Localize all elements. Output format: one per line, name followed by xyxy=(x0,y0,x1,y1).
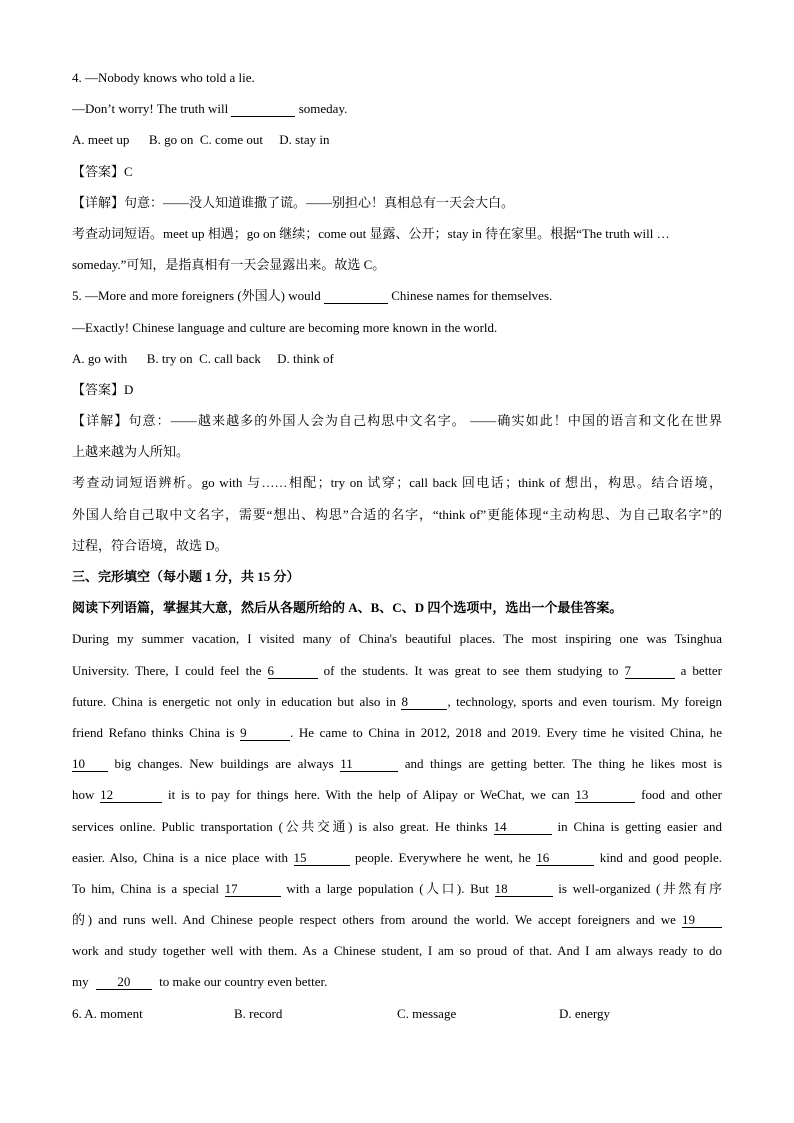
blank-6: 6 xyxy=(268,664,318,679)
blank-10: 10 xyxy=(72,757,108,772)
blank-13: 13 xyxy=(575,788,635,803)
q6-options xyxy=(72,998,722,1029)
blank-15: 15 xyxy=(294,851,350,866)
q4-question: 4. —Nobody knows who told a lie. xyxy=(72,70,255,85)
passage-line-7: services online. Public transportation (公共交通) is also great. He thinks 14 in China is getting easier and xyxy=(72,818,722,834)
q4-answer-blank xyxy=(231,102,295,117)
passage-line-1: During my summer vacation, I visited many of China's beautiful places. The most inspiring one was Tsinghua xyxy=(72,631,722,647)
document-page xyxy=(72,62,722,1029)
passage-line-6: how 12 it is to pay for things here. With the help of Alipay or WeChat, we can 13 food and other xyxy=(72,787,722,803)
passage-line-2: University. There, I could feel the 6 of the students. It was great to see them studying to 7 a better xyxy=(72,662,722,678)
blank-14: 14 xyxy=(494,820,552,835)
passage-line-4: friend Refano thinks China is 9 . He came to China in 2012, 2018 and 2019. Every time he visited China, he xyxy=(72,724,722,740)
q5-detail-line2: 上越来越为人所知。 xyxy=(72,444,190,460)
q4-analysis-line1: 考查动词短语。meet up 相遇；go on 继续；come out 显露、公开；stay in 待在家里。根据“The truth will … xyxy=(72,225,670,241)
q5-analysis-line1: 考查动词短语辨析。go with 与……相配；try on 试穿；call back 回电话；think of 想出，构思。结合语境， xyxy=(72,475,722,491)
passage-line-5: 10 big changes. New buildings are always 11 and things are getting better. The thing he likes most is xyxy=(72,756,722,772)
blank-11: 11 xyxy=(340,757,398,772)
q4-detail: 【详解】句意：——没人知道谁撒了谎。——别担心！真相总有一天会大白。 xyxy=(72,194,515,210)
blank-12: 12 xyxy=(100,788,162,803)
q4-options: A. meet up B. go on C. come out D. stay in xyxy=(72,132,330,148)
passage-line-12: my 20 to make our country even better. xyxy=(72,974,328,990)
passage-line-9: To him, China is a special 17 with a large population (人口). But 18 is well-organized (井然有序 xyxy=(72,880,722,896)
passage-line-10: 的) and runs well. And Chinese people respect others from around the world. We accept foreigners and we 19 xyxy=(72,904,722,935)
blank-9: 9 xyxy=(240,726,290,741)
passage-line-3: future. China is energetic not only in education but also in 8 , technology, sports and even tourism. My foreign xyxy=(72,693,722,709)
q5-answer: 【答案】D xyxy=(72,381,134,397)
q5-analysis-line2: 外国人给自己取中文名字，需要“想出、构思”合适的名字，“think of”更能体现“主动构思、为自己取名字”的 xyxy=(72,506,722,522)
q6-option-b: B. record xyxy=(234,1005,283,1021)
q5-question: 5. —More and more foreigners (外国人) would Chinese names for themselves. xyxy=(72,288,553,304)
q4-answer: 【答案】C xyxy=(72,163,133,179)
q4-reply: —Don’t worry! The truth will someday. xyxy=(72,101,348,117)
blank-19: 19 xyxy=(682,913,722,928)
blank-18: 18 xyxy=(495,882,553,897)
blank-17: 17 xyxy=(225,882,281,897)
blank-8: 8 xyxy=(401,695,447,710)
q5-analysis-line3: 过程，符合语境，故选 D。 xyxy=(72,537,228,553)
q5-answer-blank xyxy=(324,289,388,304)
blank-16: 16 xyxy=(536,851,594,866)
blank-7: 7 xyxy=(625,664,675,679)
blank-20: 20 xyxy=(96,975,152,990)
passage-line-8: easier. Also, China is a nice place with 15 people. Everywhere he went, he 16 kind and good people. xyxy=(72,849,722,865)
q5-reply: —Exactly! Chinese language and culture are becoming more known in the world. xyxy=(72,319,498,335)
passage-line-11: work and study together well with them. As a Chinese student, I am so proud of that. And I am always ready to do xyxy=(72,943,722,959)
q6-option-d: D. energy xyxy=(559,1005,611,1021)
q6-option-c: C. message xyxy=(397,1005,457,1021)
q5-options: A. go with B. try on C. call back D. think of xyxy=(72,350,334,366)
section-title: 三、完形填空（每小题 1 分，共 15 分） xyxy=(72,569,300,584)
section-instruction: 阅读下列语篇，掌握其大意，然后从各题所给的 A、B、C、D 四个选项中，选出一个最佳答案。 xyxy=(72,600,623,616)
q4-analysis-line2: someday.”可知，是指真相有一天会显露出来。故选 C。 xyxy=(72,257,386,273)
q6-option-a: 6. A. moment xyxy=(72,1005,143,1021)
q5-detail-line1: 【详解】句意：——越来越多的外国人会为自己构思中文名字。 ——确实如此！中国的语言和文化在世界 xyxy=(72,413,722,429)
